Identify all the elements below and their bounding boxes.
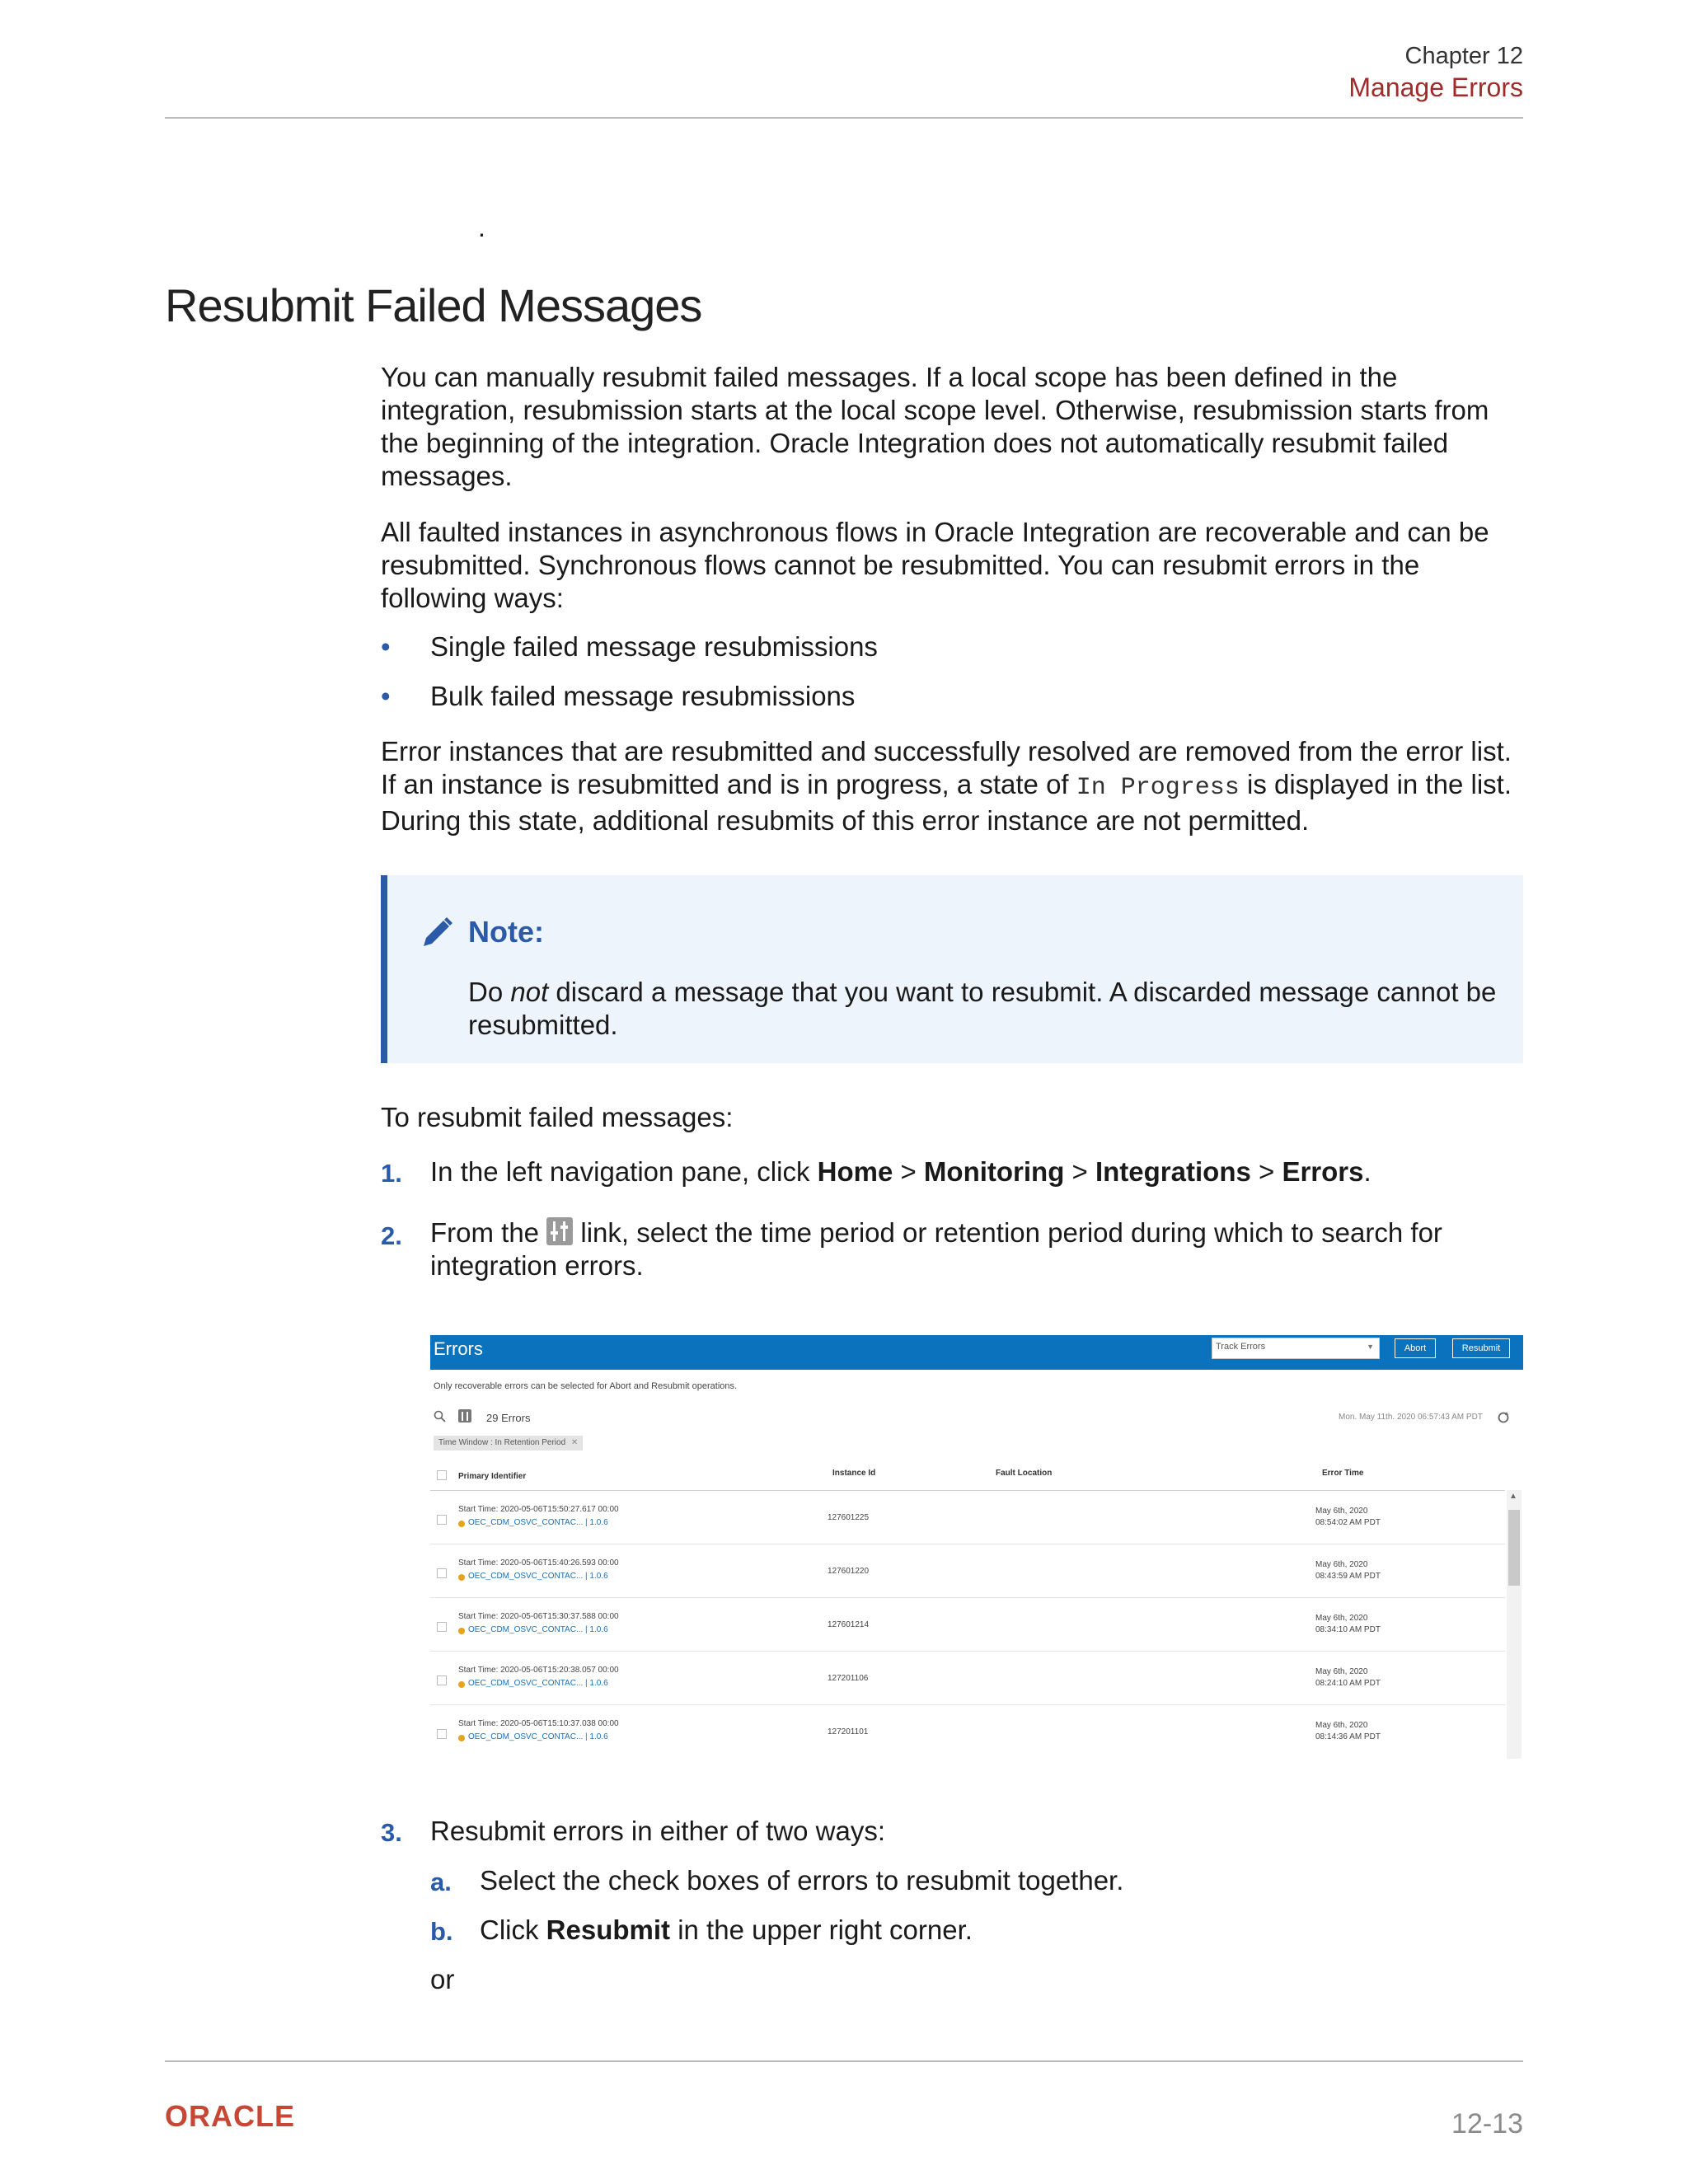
nav-errors: Errors [1282,1156,1364,1187]
warning-dot-icon [458,1628,465,1634]
chip-label: Time Window : In Retention Period [438,1438,566,1447]
substep-label: a. [430,1868,452,1896]
bullet-marker: • [381,681,391,711]
step-1-end: . [1363,1156,1372,1187]
recoverable-info: Only recoverable errors can be selected for Abort and Resubmit operations. [434,1381,738,1391]
integration-link[interactable]: OEC_CDM_OSVC_CONTAC... | 1.0.6 [468,1625,608,1634]
footer-divider [165,2060,1523,2062]
row-instance-id: 127201101 [828,1727,869,1736]
step-3-text: Resubmit errors in either of two ways: [430,1816,886,1846]
substep-a-text: Select the check boxes of errors to resubmit together. [480,1865,1124,1896]
para-3 [381,735,1526,837]
refresh-icon[interactable] [1497,1411,1510,1424]
row-divider [430,1597,1505,1598]
bullet-marker: • [381,631,391,662]
page-title: Resubmit Failed Messages [165,279,702,331]
row-error-date: May 6th, 2020 [1315,1507,1368,1516]
scroll-up-icon[interactable]: ▲ [1509,1492,1517,1501]
para-3-before: Error instances that are resubmitted and successfully resolved are removed from the error list. If an instance is resubmitted and is in progress, a state of [381,736,1512,799]
scrollbar-thumb[interactable] [1508,1510,1520,1586]
step-2-text [430,1216,1518,1282]
note-emphasis: not [510,977,549,1007]
pencil-icon [419,915,455,951]
chevron-down-icon: ▼ [1367,1343,1374,1351]
close-icon[interactable]: ✕ [570,1438,579,1447]
search-icon[interactable] [434,1410,447,1423]
row-instance-id: 127601214 [828,1620,870,1629]
row-error-time: 08:54:02 AM PDT [1315,1518,1381,1527]
nav-integrations: Integrations [1095,1156,1251,1187]
chapter-label: Chapter 12 [1404,43,1523,69]
col-instance-id: Instance Id [832,1469,876,1478]
substep-b-lead: Click [480,1915,546,1945]
header-divider [165,117,1523,119]
col-primary-identifier: Primary Identifier [458,1472,527,1481]
track-errors-value: Track Errors [1216,1342,1266,1352]
row-error-time: 08:43:59 AM PDT [1315,1572,1381,1581]
col-fault-location: Fault Location [996,1469,1053,1478]
bullet-item: Bulk failed message resubmissions [430,681,856,711]
paragraph-in-progress [381,735,1526,837]
step-number: 2. [381,1221,402,1250]
nav-monitoring: Monitoring [923,1156,1065,1187]
row-error-date: May 6th, 2020 [1315,1721,1368,1730]
warning-dot-icon [458,1574,465,1581]
step-number: 3. [381,1818,402,1847]
stray-dot: . [478,213,485,242]
row-start-time: Start Time: 2020-05-06T15:10:37.038 00:00 [458,1719,619,1728]
errors-screenshot [430,1335,1523,1759]
row-checkbox[interactable] [437,1515,447,1525]
step-1-lead: In the left navigation pane, click [430,1156,818,1187]
integration-link[interactable]: OEC_CDM_OSVC_CONTAC... | 1.0.6 [468,1572,608,1581]
substep-b-text [480,1914,973,1947]
resubmit-bold: Resubmit [546,1915,671,1945]
note-title: Note: [468,915,544,949]
row-error-date: May 6th, 2020 [1315,1667,1368,1676]
abort-button[interactable]: Abort [1395,1338,1436,1358]
nav-separator: > [893,1156,924,1187]
warning-dot-icon [458,1521,465,1527]
row-checkbox[interactable] [437,1568,447,1578]
select-all-checkbox[interactable] [437,1470,447,1480]
note-text-after: discard a message that you want to resubmit. A discarded message cannot be resubmitted. [468,977,1497,1040]
note-text [468,976,1498,1042]
row-start-time: Start Time: 2020-05-06T15:30:37.588 00:00 [458,1612,619,1621]
paragraph-recoverable [381,516,1526,615]
row-divider [430,1704,1505,1705]
col-error-time: Error Time [1322,1469,1364,1478]
para-2: All faulted instances in asynchronous flows in Oracle Integration are recoverable and can be resubmitted. Synchronous flows cannot be resubmitted. You can resubmit errors in the following ways: [381,517,1489,613]
para-1: You can manually resubmit failed messages. If a local scope has been defined in the integration, resubmission starts at the local scope level. Otherwise, resubmission starts from the beginning of the integration. Oracle Integration does not automatically resubmit failed messages. [381,362,1489,491]
row-error-date: May 6th, 2020 [1315,1560,1368,1569]
row-error-date: May 6th, 2020 [1315,1614,1368,1623]
row-instance-id: 127601225 [828,1513,870,1522]
errors-title: Errors [434,1338,483,1359]
para-3-after: is displayed in the list. During this state, additional resubmits of this error instance are not permitted. [381,769,1512,836]
error-count: 29 Errors [486,1412,531,1424]
warning-dot-icon [458,1681,465,1688]
integration-link[interactable]: OEC_CDM_OSVC_CONTAC... | 1.0.6 [468,1732,608,1741]
row-start-time: Start Time: 2020-05-06T15:40:26.593 00:00 [458,1558,619,1568]
row-divider [430,1651,1505,1652]
row-start-time: Start Time: 2020-05-06T15:20:38.057 00:00 [458,1666,619,1675]
oracle-logo: ORACLE [165,2099,295,2133]
filter-icon [546,1217,573,1245]
steps-intro: To resubmit failed messages: [381,1102,734,1132]
paragraph-intro [381,361,1526,493]
page-number: 12-13 [1451,2108,1523,2139]
row-checkbox[interactable] [437,1675,447,1685]
in-progress-code: In Progress [1076,774,1240,802]
nav-separator: > [1064,1156,1095,1187]
integration-link[interactable]: OEC_CDM_OSVC_CONTAC... | 1.0.6 [468,1679,608,1688]
header-rule [430,1490,1505,1491]
substep-label: b. [430,1917,453,1946]
section-label: Manage Errors [1348,73,1523,102]
nav-home: Home [817,1156,893,1187]
row-error-time: 08:24:10 AM PDT [1315,1679,1381,1688]
current-timestamp: Mon. May 11th. 2020 06:57:43 AM PDT [1339,1413,1483,1422]
filter-icon[interactable] [458,1409,471,1422]
note-text-before: Do [468,977,511,1007]
row-checkbox[interactable] [437,1622,447,1632]
step-2-rest: link, select the time period or retention period during which to search for integration errors. [430,1217,1442,1281]
substep-b-rest: in the upper right corner. [670,1915,973,1945]
step-1-text [430,1155,1372,1188]
resubmit-button[interactable]: Resubmit [1452,1338,1510,1358]
time-window-chip[interactable] [434,1436,583,1451]
row-error-time: 08:14:36 AM PDT [1315,1732,1381,1741]
integration-link[interactable]: OEC_CDM_OSVC_CONTAC... | 1.0.6 [468,1518,608,1527]
row-start-time: Start Time: 2020-05-06T15:50:27.617 00:00 [458,1505,619,1514]
nav-separator: > [1250,1156,1282,1187]
warning-dot-icon [458,1735,465,1741]
step-number: 1. [381,1159,402,1188]
row-instance-id: 127601220 [828,1567,870,1576]
step-2-lead: From the [430,1217,547,1248]
row-error-time: 08:34:10 AM PDT [1315,1625,1381,1634]
row-instance-id: 127201106 [828,1674,869,1683]
or-text: or [430,1964,455,1994]
row-checkbox[interactable] [437,1729,447,1739]
track-errors-select[interactable] [1212,1338,1380,1359]
bullet-item: Single failed message resubmissions [430,631,878,662]
